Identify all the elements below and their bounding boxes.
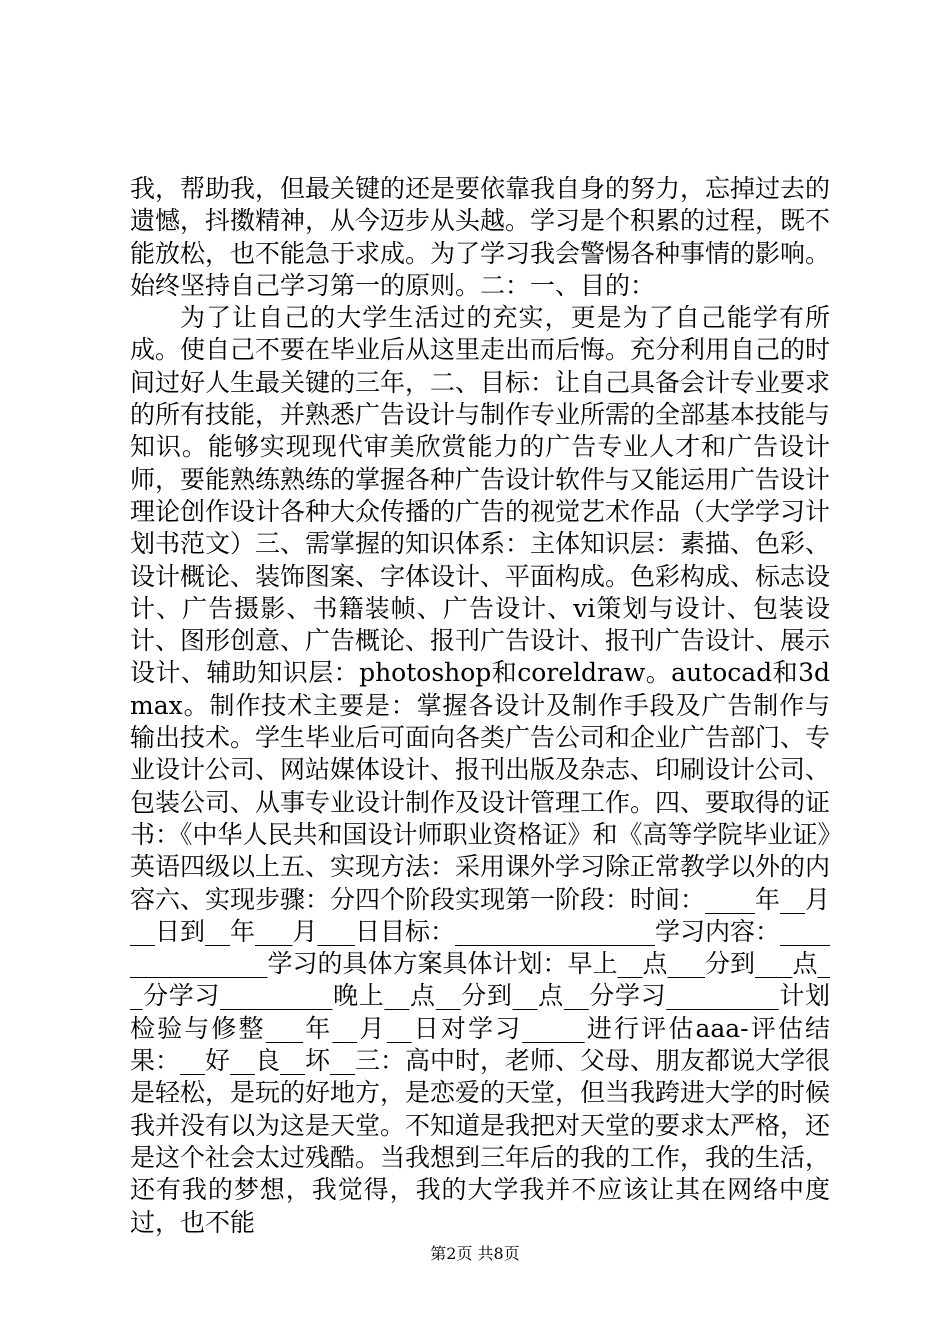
page-footer bbox=[0, 1244, 950, 1264]
paragraph-main: 为了让自己的大学生活过的充实，更是为了自己能学有所成。使自己不要在毕业后从这里走出而后悔。充分利用自己的时间过好人生最关键的三年，二、目标：让自己具备会计专业要求的所有技能，并熟悉广告设计与制作专业所需的全部基本技能与知识。能够实现现代审美欣赏能力的广告专业人才和广告设计师，要能熟练熟练的掌握各种广告设计软件与又能运用广告设计理论创作设计各种大众传播的广告的视觉艺术作品（大学学习计划书范文）三、需掌握的知识体系：主体知识层：素描、色彩、设计概论、装饰图案、字体设计、平面构成。色彩构成、标志设计、广告摄影、书籍装帧、广告设计、vi策划与设计、包装设计、图形创意、广告概论、报刊广告设计、报刊广告设计、展示设计、辅助知识层：photoshop和coreldraw。autocad和3dmax。制作技术主要是：掌握各设计及制作手段及广告制作与输出技术。学生毕业后可面向各类广告公司和企业广告部门、专业设计公司、网站媒体设计、报刊出版及杂志、印刷设计公司、包装公司、从事专业设计制作及设计管理工作。四、要取得的证书：《中华人民共和国设计师职业资格证》和《高等学院毕业证》英语四级以上五、实现方法：采用课外学习除正常教学以外的内容六、实现步骤：分四个阶段实现第一阶段：时间：____年__月__日到__年___月___日目标：________________学习内容：_______________学习的具体方案具体计划：早上__点___分到___点__分学习_________晚上__点__分到__点__分学习_________计划检验与修整___年__月__日对学习_____进行评估aaa-评估结果：__好__良__坏__三：高中时，老师、父母、朋友都说大学很是轻松，是玩的好地方，是恋爱的天堂，但当我跨进大学的时候我并没有以为这是天堂。不知道是我把对天堂的要求太严格，还是这个社会太过残酷。当我想到三年后的我的工作，我的生活，还有我的梦想，我觉得，我的大学我并不应该让其在网络中度过，也不能 bbox=[130, 303, 831, 1237]
paragraph-continuation: 我，帮助我，但最关键的还是要依靠我自身的努力，忘掉过去的遗憾，抖擞精神，从今迈步从头越。学习是个积累的过程，既不能放松，也不能急于求成。为了学习我会警惕各种事情的影响。始终坚持自己学习第一的原则。二：一、目的： bbox=[130, 174, 831, 300]
document-body bbox=[130, 173, 830, 1239]
page-number-label: 第2页 共8页 bbox=[430, 1244, 520, 1263]
